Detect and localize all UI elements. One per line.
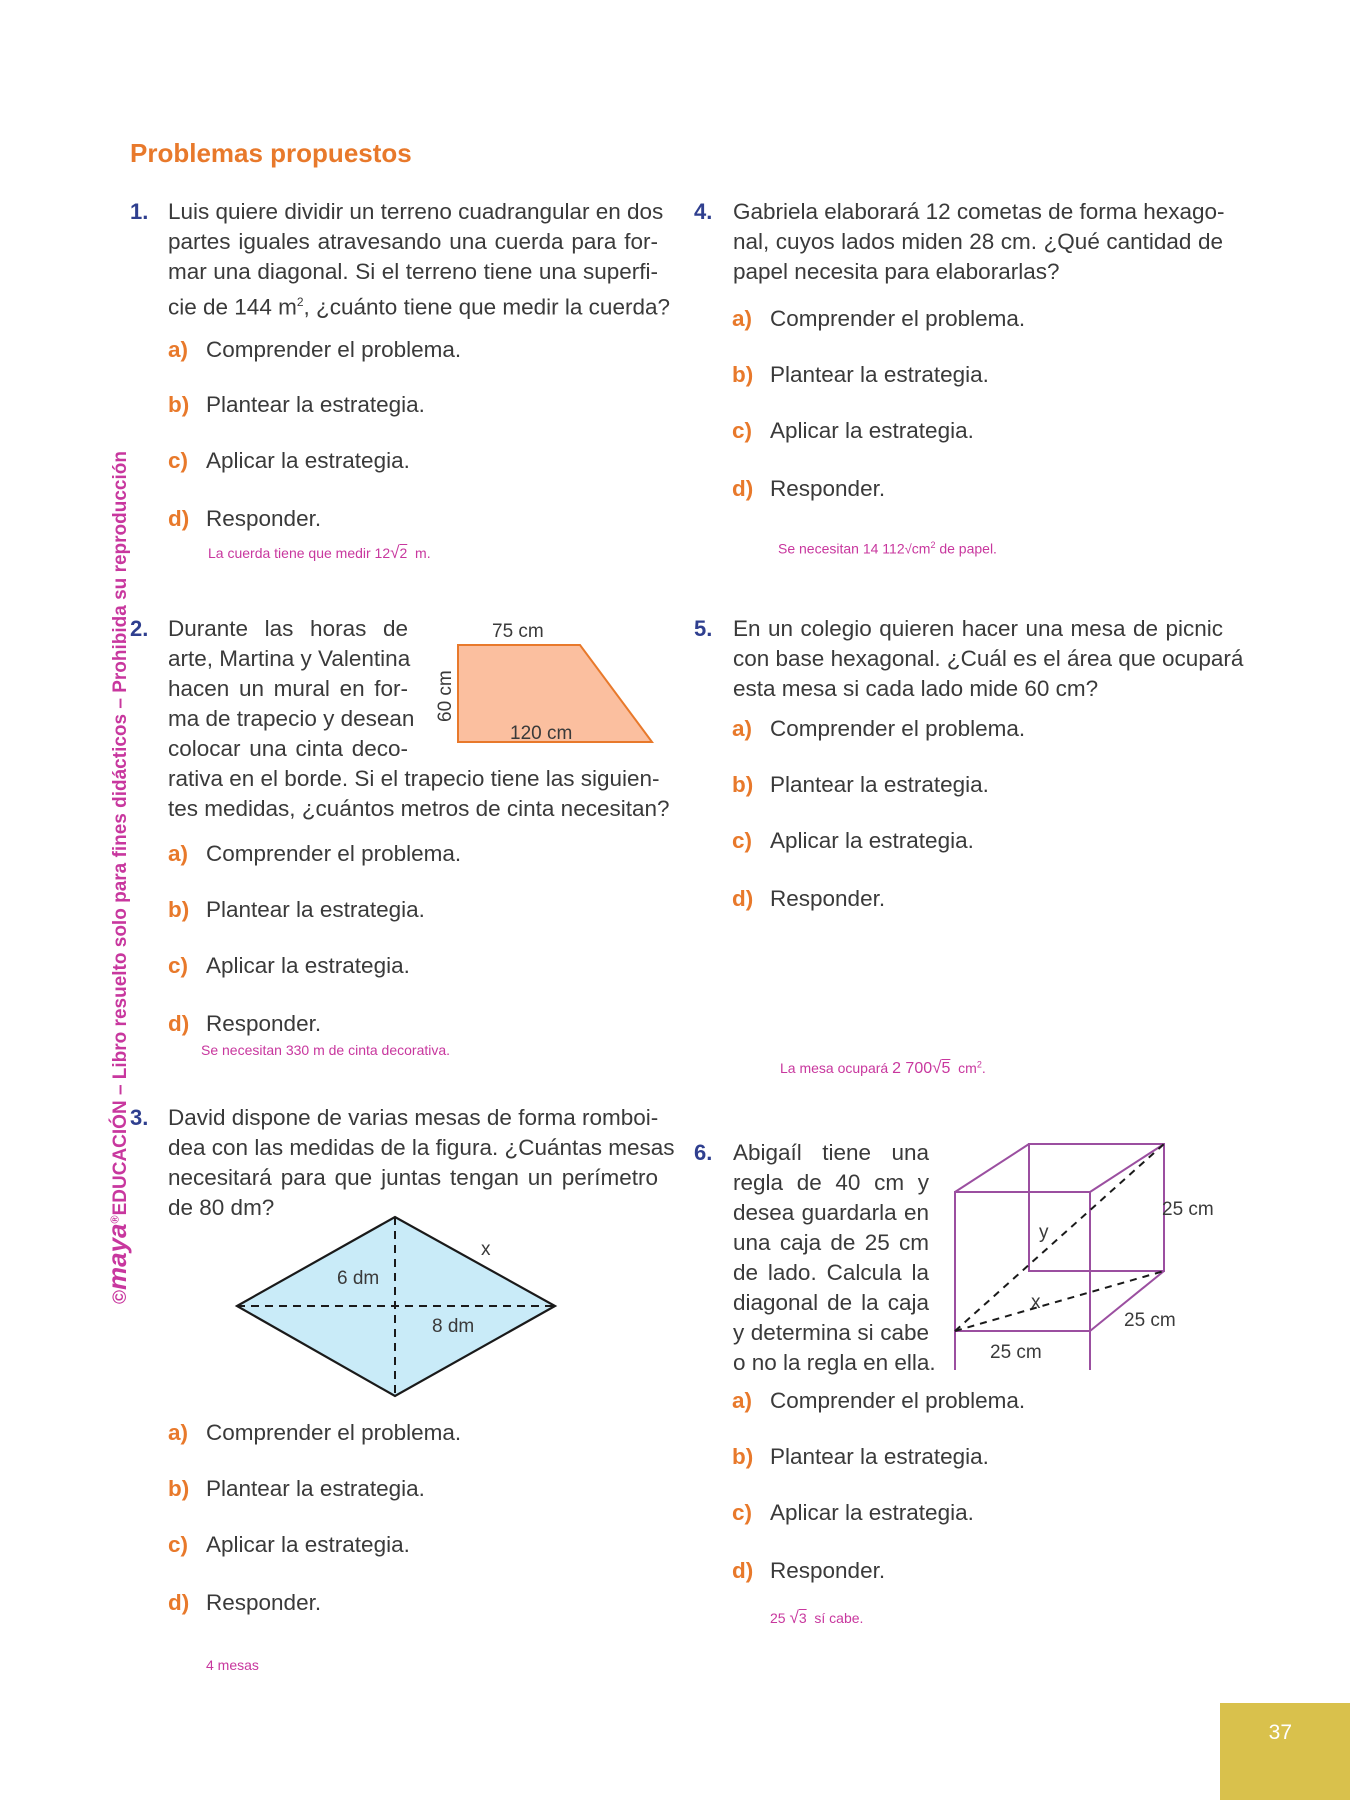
answer-text: de papel. [939, 540, 997, 557]
step-label: a) [168, 337, 189, 362]
step-label: a) [168, 841, 189, 866]
answer-text: Se necesitan 14 112 [778, 540, 905, 557]
step-label: b) [168, 897, 190, 922]
step-text: Aplicar la estrategia. [206, 1532, 410, 1557]
step-c [732, 1500, 974, 1526]
step-a [732, 716, 1025, 742]
step-text: Responder. [770, 886, 886, 911]
side-band [102, 451, 133, 1304]
statement-line: de lado. Calcula la [733, 1260, 929, 1285]
statement-fragment: , ¿cuánto tiene que medir la cuerda? [303, 294, 670, 320]
statement-line: En un colegio quieren hacer una mesa de picnic [733, 616, 1223, 641]
step-label: b) [732, 362, 754, 387]
cube-edges [955, 1144, 1164, 1370]
step-label: c) [732, 418, 753, 443]
statement-line: partes iguales atravesando una cuerda para for- [168, 229, 658, 254]
step-a [732, 1388, 1025, 1414]
step-label: d) [732, 886, 754, 911]
step-label: c) [732, 1500, 753, 1525]
step-label: d) [732, 476, 754, 501]
statement-line: arte, Martina y Valentina [168, 646, 411, 671]
answer-unit: cm [911, 540, 931, 557]
step-text: Responder. [206, 506, 322, 531]
answer-unit: cm [958, 1060, 977, 1076]
step-label: a) [732, 306, 753, 331]
step-text: Aplicar la estrategia. [770, 1500, 974, 1525]
answer-5 [780, 1058, 986, 1078]
step-b [732, 362, 989, 388]
page-number: 37 [1268, 1721, 1292, 1744]
answer-text: La mesa ocupará [780, 1060, 889, 1076]
answer-1 [208, 543, 431, 563]
answer-4 [778, 540, 997, 557]
step-label: d) [168, 506, 190, 531]
statement-line: rativa en el borde. Si el trapecio tiene las siguien- [168, 766, 660, 791]
step-label: b) [168, 1476, 190, 1501]
step-label: b) [732, 1444, 754, 1469]
problem-statement-wide [168, 764, 670, 824]
step-text: Comprender el problema. [206, 841, 462, 866]
answer-text: sí cabe. [814, 1610, 864, 1626]
step-text: Aplicar la estrategia. [770, 418, 974, 443]
step-text: Responder. [770, 1558, 886, 1583]
half-vertical-label: 6 dm [337, 1268, 380, 1289]
half-horizontal-label: 8 dm [432, 1316, 475, 1337]
statement-line: hacen un mural en for- [168, 676, 408, 701]
problem-statement [168, 1103, 675, 1223]
problem-statement [733, 197, 1223, 287]
step-text: Comprender el problema. [206, 1420, 462, 1445]
cube-front-rect [955, 1192, 1090, 1331]
trapezoid-top-label: 75 cm [492, 621, 544, 642]
step-label: d) [732, 1558, 754, 1583]
statement-line: de 80 dm? [168, 1195, 275, 1220]
cube-edge [1090, 1144, 1164, 1192]
statement-line: David dispone de varias mesas de forma romboi- [168, 1105, 659, 1130]
statement-line: colocar una cinta deco- [168, 736, 408, 761]
superscript: 2 [976, 1059, 982, 1070]
problem-number: 1. [130, 199, 149, 224]
problem-statement [733, 614, 1244, 704]
answer-text: . [981, 1060, 986, 1076]
answer-radicand: 3 [798, 1610, 807, 1626]
rhomboid-figure [225, 1210, 570, 1405]
statement-line: dea con las medidas de la figura. ¿Cuántas mesas [168, 1135, 675, 1160]
step-text: Comprender el problema. [770, 716, 1026, 741]
cube-right-edge-label: 25 cm [1162, 1199, 1214, 1220]
statement-line: necesitará para que juntas tengan un perímetro [168, 1165, 658, 1190]
step-d [732, 476, 885, 502]
step-label: d) [168, 1011, 190, 1036]
variable-x-label: x [1031, 1292, 1041, 1313]
step-label: d) [168, 1590, 190, 1615]
step-c [732, 828, 974, 854]
answer-text: La cuerda tiene que medir 12 [208, 545, 391, 561]
step-text: Plantear la estrategia. [770, 362, 989, 387]
section-title: Problemas propuestos [130, 138, 412, 168]
trapezoid-figure [420, 610, 670, 760]
step-text: Responder. [206, 1011, 322, 1036]
step-c [732, 418, 974, 444]
step-b [168, 1476, 425, 1502]
step-d [168, 506, 321, 532]
problem-statement [733, 1138, 936, 1378]
answer-2: Se necesitan 330 m de cinta decorativa. [201, 1042, 451, 1058]
problem-number: 3. [130, 1105, 149, 1130]
problem-statement-narrow [168, 614, 415, 764]
page-number-box [1220, 1703, 1350, 1800]
superscript: 2 [296, 295, 304, 309]
statement-line: una caja de 25 cm [733, 1230, 929, 1255]
answer-radicand: 5 [941, 1060, 951, 1077]
answer-value: 2 700 [892, 1060, 933, 1077]
problem-number: 6. [694, 1140, 713, 1165]
step-label: a) [732, 1388, 753, 1413]
step-text: Plantear la estrategia. [206, 1476, 425, 1501]
step-text: Responder. [770, 476, 886, 501]
step-d [732, 1558, 885, 1584]
statement-line [168, 287, 670, 323]
step-text: Comprender el problema. [770, 306, 1026, 331]
statement-line: Gabriela elaborará 12 cometas de forma hexago- [733, 199, 1225, 224]
variable-y-label: y [1039, 1222, 1049, 1243]
answer-6 [770, 1608, 863, 1628]
statement-line: ma de trapecio y desean [168, 706, 415, 731]
sqrt-symbol: √ [390, 543, 400, 562]
step-a [168, 337, 461, 363]
statement-line: diagonal de la caja [733, 1290, 929, 1315]
step-c [168, 1532, 410, 1558]
step-d [168, 1590, 321, 1616]
step-label: c) [168, 448, 189, 473]
statement-line: regla de 40 cm y [733, 1170, 929, 1195]
brand-logo: maya [102, 1223, 132, 1290]
cube-bottom-edge-label: 25 cm [990, 1342, 1042, 1363]
step-a [168, 1420, 461, 1446]
statement-line: y determina si cabe [733, 1320, 929, 1345]
cube-figure [945, 1135, 1225, 1370]
step-c [168, 448, 410, 474]
sqrt-symbol: √ [932, 1058, 942, 1077]
superscript: 2 [930, 540, 936, 550]
problem-statement [168, 197, 670, 323]
step-c [168, 953, 410, 979]
side-band-text: EDUCACIÓN – Libro resuelto solo para fines didácticos – Prohibida su reproducción [110, 451, 131, 1216]
step-text: Plantear la estrategia. [206, 897, 425, 922]
step-b [732, 1444, 989, 1470]
rhomboid-side-label: x [481, 1239, 491, 1260]
step-d [168, 1011, 321, 1037]
step-label: c) [732, 828, 753, 853]
step-b [168, 897, 425, 923]
cube-edge [955, 1144, 1029, 1192]
step-text: Plantear la estrategia. [770, 772, 989, 797]
statement-line: Durante las horas de [168, 616, 408, 641]
answer-value: 25 [770, 1610, 786, 1626]
step-b [168, 392, 425, 418]
step-b [732, 772, 989, 798]
statement-line: Luis quiere dividir un terreno cuadrangular en dos [168, 199, 664, 224]
statement-line: desea guardarla en [733, 1200, 929, 1225]
step-text: Aplicar la estrategia. [206, 953, 410, 978]
step-a [168, 841, 461, 867]
problem-number: 4. [694, 199, 713, 224]
step-label: b) [168, 392, 190, 417]
step-d [732, 886, 885, 912]
statement-line: Abigaíl tiene una [733, 1140, 929, 1165]
step-label: a) [168, 1420, 189, 1445]
copyright-symbol: © [110, 1290, 131, 1304]
trapezoid-side-label: 60 cm [435, 670, 456, 722]
step-text: Plantear la estrategia. [206, 392, 425, 417]
statement-line: papel necesita para elaborarlas? [733, 259, 1060, 284]
registered-symbol: ® [109, 1215, 122, 1224]
problem-number: 2. [130, 616, 149, 641]
step-label: c) [168, 1532, 189, 1557]
cube-depth-edge-label: 25 cm [1124, 1310, 1176, 1331]
problem-number: 5. [694, 616, 713, 641]
statement-line: nal, cuyos lados miden 28 cm. ¿Qué cantidad de [733, 229, 1223, 254]
step-text: Aplicar la estrategia. [206, 448, 410, 473]
statement-line: esta mesa si cada lado mide 60 cm? [733, 676, 1099, 701]
statement-line: tes medidas, ¿cuántos metros de cinta necesitan? [168, 796, 670, 821]
answer-radicand: 2 [399, 545, 408, 561]
step-text: Responder. [206, 1590, 322, 1615]
answer-3: 4 mesas [206, 1657, 259, 1673]
answer-text: m. [415, 545, 431, 561]
statement-line: o no la regla en ella. [733, 1350, 936, 1375]
step-text: Comprender el problema. [206, 337, 462, 362]
step-text: Aplicar la estrategia. [770, 828, 974, 853]
step-text: Comprender el problema. [770, 1388, 1026, 1413]
step-label: b) [732, 772, 754, 797]
sqrt-symbol: √ [789, 1608, 799, 1627]
step-label: c) [168, 953, 189, 978]
step-text: Plantear la estrategia. [770, 1444, 989, 1469]
statement-line: con base hexagonal. ¿Cuál es el área que ocupará [733, 646, 1244, 671]
statement-line: mar una diagonal. Si el terreno tiene una superfi- [168, 259, 658, 284]
trapezoid-bottom-label: 120 cm [510, 723, 573, 744]
statement-fragment: cie de 144 m [168, 294, 297, 320]
step-a [732, 306, 1025, 332]
step-label: a) [732, 716, 753, 741]
sqrt-symbol: √ [904, 541, 912, 557]
